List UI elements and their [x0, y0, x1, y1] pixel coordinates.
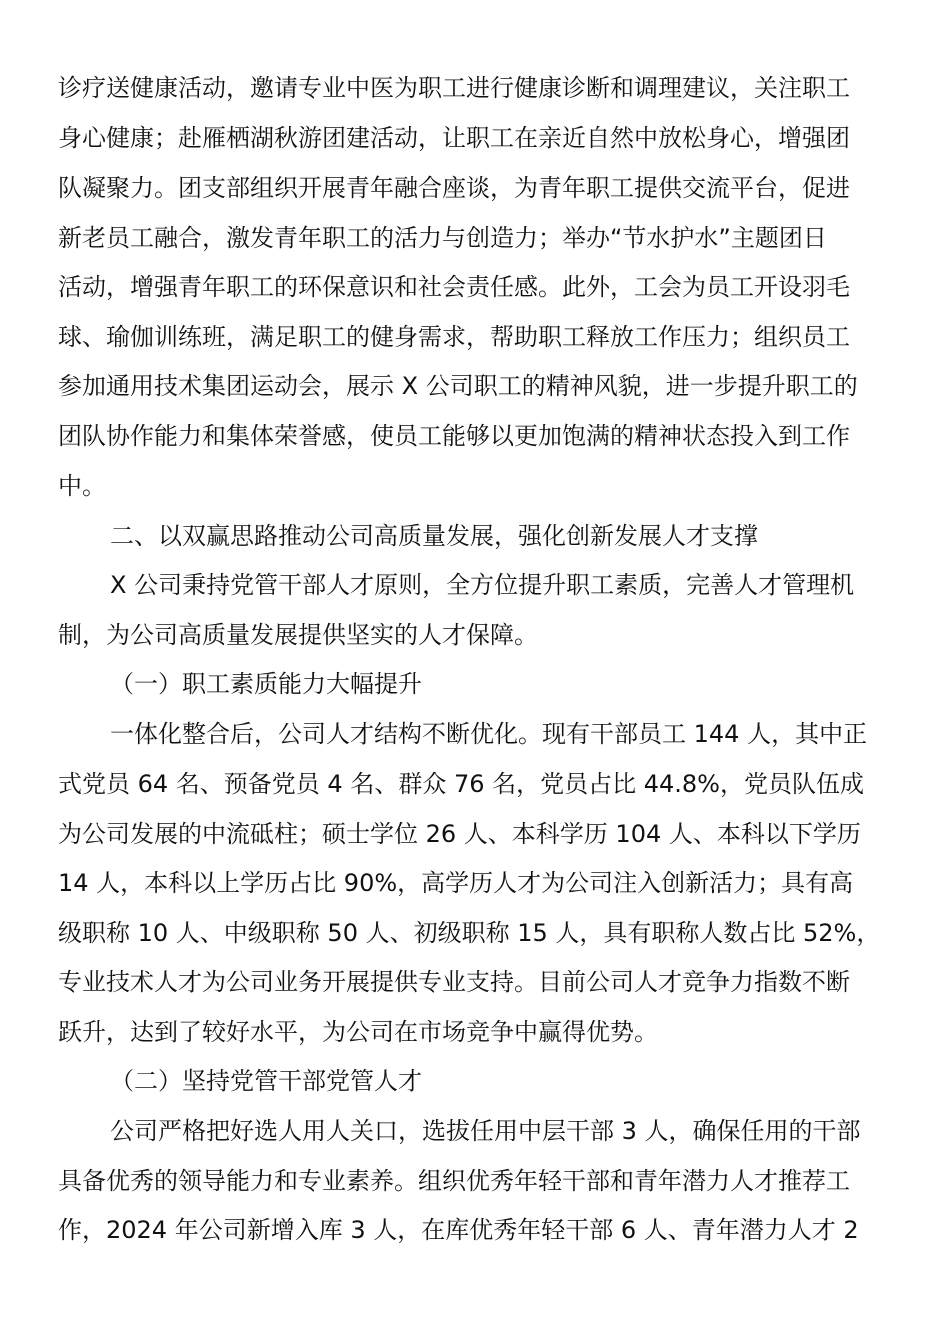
text-line: 队凝聚力。团支部组织开展青年融合座谈，为青年职工提供交流平台，促进 [58, 174, 850, 202]
text-line: 新老员工融合，激发青年职工的活力与创造力；举办“节水护水”主题团日 [58, 224, 827, 252]
text-line: 中。 [58, 472, 106, 500]
text-line: 身心健康；赴雁栖湖秋游团建活动，让职工在亲近自然中放松身心，增强团 [58, 124, 850, 152]
section-heading: 二、以双赢思路推动公司高质量发展，强化创新发展人才支撑 [110, 522, 758, 550]
text-line: 球、瑜伽训练班，满足职工的健身需求，帮助职工释放工作压力；组织员工 [58, 323, 850, 351]
text-line: 作，2024 年公司新增入库 3 人，在库优秀年轻干部 6 人、青年潜力人才 2 [58, 1216, 859, 1244]
text-line: 公司严格把好选人用人关口，选拔任用中层干部 3 人，确保任用的干部 [110, 1117, 861, 1145]
text-line: 级职称 10 人、中级职称 50 人、初级职称 15 人，具有职称人数占比 52%， [58, 919, 881, 947]
subsection-heading: （二）坚持党管干部党管人才 [110, 1067, 422, 1095]
text-line: 式党员 64 名、预备党员 4 名、群众 76 名，党员占比 44.8%，党员队伍成 [58, 770, 864, 798]
text-line: 具备优秀的领导能力和专业素养。组织优秀年轻干部和青年潜力人才推荐工 [58, 1167, 850, 1195]
text-line: 14 人，本科以上学历占比 90%，高学历人才为公司注入创新活力；具有高 [58, 869, 854, 897]
text-line: 诊疗送健康活动，邀请专业中医为职工进行健康诊断和调理建议，关注职工 [58, 74, 850, 102]
text-line: 一体化整合后，公司人才结构不断优化。现有干部员工 144 人，其中正 [110, 720, 868, 748]
text-line: 团队协作能力和集体荣誉感，使员工能够以更加饱满的精神状态投入到工作 [58, 422, 850, 450]
text-line: 跃升，达到了较好水平，为公司在市场竞争中赢得优势。 [58, 1018, 658, 1046]
text-line: 专业技术人才为公司业务开展提供专业支持。目前公司人才竞争力指数不断 [58, 968, 850, 996]
text-line: X 公司秉持党管干部人才原则，全方位提升职工素质，完善人才管理机 [110, 571, 855, 599]
text-line: 制，为公司高质量发展提供坚实的人才保障。 [58, 621, 538, 649]
text-line: 参加通用技术集团运动会，展示 X 公司职工的精神风貌，进一步提升职工的 [58, 372, 858, 400]
text-line: 活动，增强青年职工的环保意识和社会责任感。此外，工会为员工开设羽毛 [58, 273, 850, 301]
text-line: 为公司发展的中流砥柱；硕士学位 26 人、本科学历 104 人、本科以下学历 [58, 820, 861, 848]
subsection-heading: （一）职工素质能力大幅提升 [110, 670, 422, 698]
